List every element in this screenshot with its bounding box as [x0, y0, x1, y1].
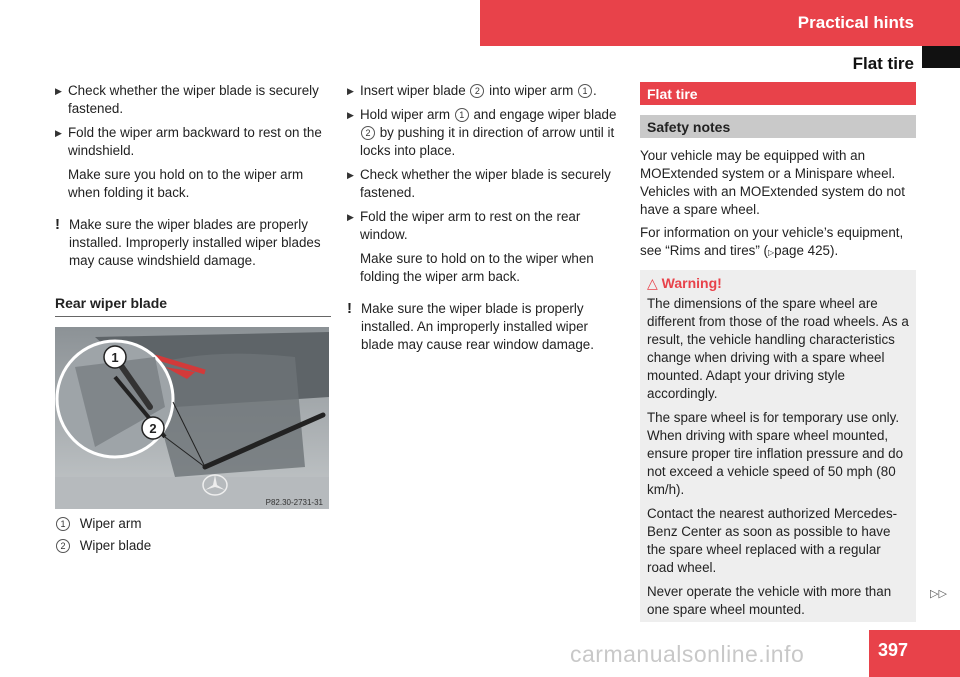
warning-paragraph: The spare wheel is for temporary use only. When driving with spare wheel mounted, ensure proper tire inflation pressure and do not exceed a vehicle speed of 50 mph (80 km/h). — [647, 410, 904, 497]
warning-paragraph: The dimensions of the spare wheel are different from those of the road wheels. As a result, the vehicle handling characteristics change when driving with a spare wheel mounted. Adapt your driving style accordingly. — [647, 296, 909, 401]
instruction-step: ▶ Fold the wiper arm to rest on the rear window. — [347, 209, 581, 242]
step-arrow-icon: ▶ — [55, 86, 62, 96]
instruction-step: ▶ Check whether the wiper blade is securely fastened. — [347, 167, 611, 200]
image-code: P82.30-2731-31 — [265, 498, 323, 507]
body-paragraph: For information on your vehicle’s equipment, see “Rims and tires” (▷page 425). — [640, 225, 904, 258]
header-tab-marker — [922, 46, 960, 68]
warning-paragraph: Never operate the vehicle with more than one spare wheel mounted. — [647, 584, 892, 617]
watermark: carmanualsonline.info — [570, 641, 805, 667]
svg-text:2: 2 — [149, 421, 157, 436]
caution-note: ! Make sure the wiper blade is properly installed. An improperly installed wiper blade may cause rear window damage. — [347, 300, 594, 352]
subsection-title: Flat tire — [852, 54, 914, 73]
section-heading: Rear wiper blade — [55, 294, 331, 317]
continue-arrow-icon: ▷▷ — [930, 588, 947, 600]
illustration-legend — [55, 515, 331, 555]
warning-triangle-icon: △ — [647, 275, 658, 291]
instruction-step: ▶ Fold the wiper arm backward to rest on the windshield. — [55, 125, 322, 158]
warning-paragraph: Contact the nearest authorized Mercedes-Benz Center as soon as possible to have the spare wheel replaced with a regular road wheel. — [647, 506, 898, 575]
caution-note: ! Make sure the wiper blades are properly installed. Improperly installed wiper blades may cause windshield damage. — [55, 216, 321, 268]
warning-box — [640, 270, 916, 622]
step-detail: Make sure you hold on to the wiper arm when folding it back. — [68, 167, 304, 200]
exclamation-icon: ! — [347, 300, 352, 317]
legend-item: 1 Wiper arm — [55, 515, 331, 533]
wiper-illustration — [55, 327, 329, 509]
step-detail: Make sure to hold on to the wiper when folding the wiper arm back. — [360, 251, 594, 284]
step-arrow-icon: ▶ — [347, 86, 354, 96]
instruction-step: ▶ Insert wiper blade 2 into wiper arm 1 . — [347, 83, 597, 98]
step-arrow-icon: ▶ — [347, 212, 354, 222]
page-reference-link[interactable]: page 425). — [774, 243, 839, 258]
legend-item: 2 Wiper blade — [55, 537, 331, 555]
column-middle — [347, 82, 624, 360]
exclamation-icon: ! — [55, 216, 60, 233]
column-left — [55, 82, 331, 559]
section-heading: Safety notes — [640, 115, 916, 138]
step-arrow-icon: ▶ — [55, 128, 62, 138]
page-number: 397 — [878, 640, 909, 660]
instruction-step: ▶ Check whether the wiper blade is securely fastened. — [55, 83, 319, 116]
column-right — [640, 82, 916, 622]
chapter-heading: Flat tire — [640, 82, 916, 105]
instruction-step: ▶ Hold wiper arm 1 and engage wiper blade 2 by pushing it in direction of arrow until it locks into place. — [347, 107, 617, 158]
step-arrow-icon: ▶ — [347, 170, 354, 180]
body-paragraph: Your vehicle may be equipped with an MOExtended system or a Minispare wheel. Vehicles with an MOExtended system do not have a spare wheel. — [640, 148, 905, 217]
warning-title: △ Warning! — [647, 275, 722, 291]
svg-text:1: 1 — [111, 350, 119, 365]
page-ref-arrow-icon: ▷ — [767, 248, 775, 257]
step-arrow-icon: ▶ — [347, 110, 354, 120]
section-title: Practical hints — [797, 13, 914, 32]
